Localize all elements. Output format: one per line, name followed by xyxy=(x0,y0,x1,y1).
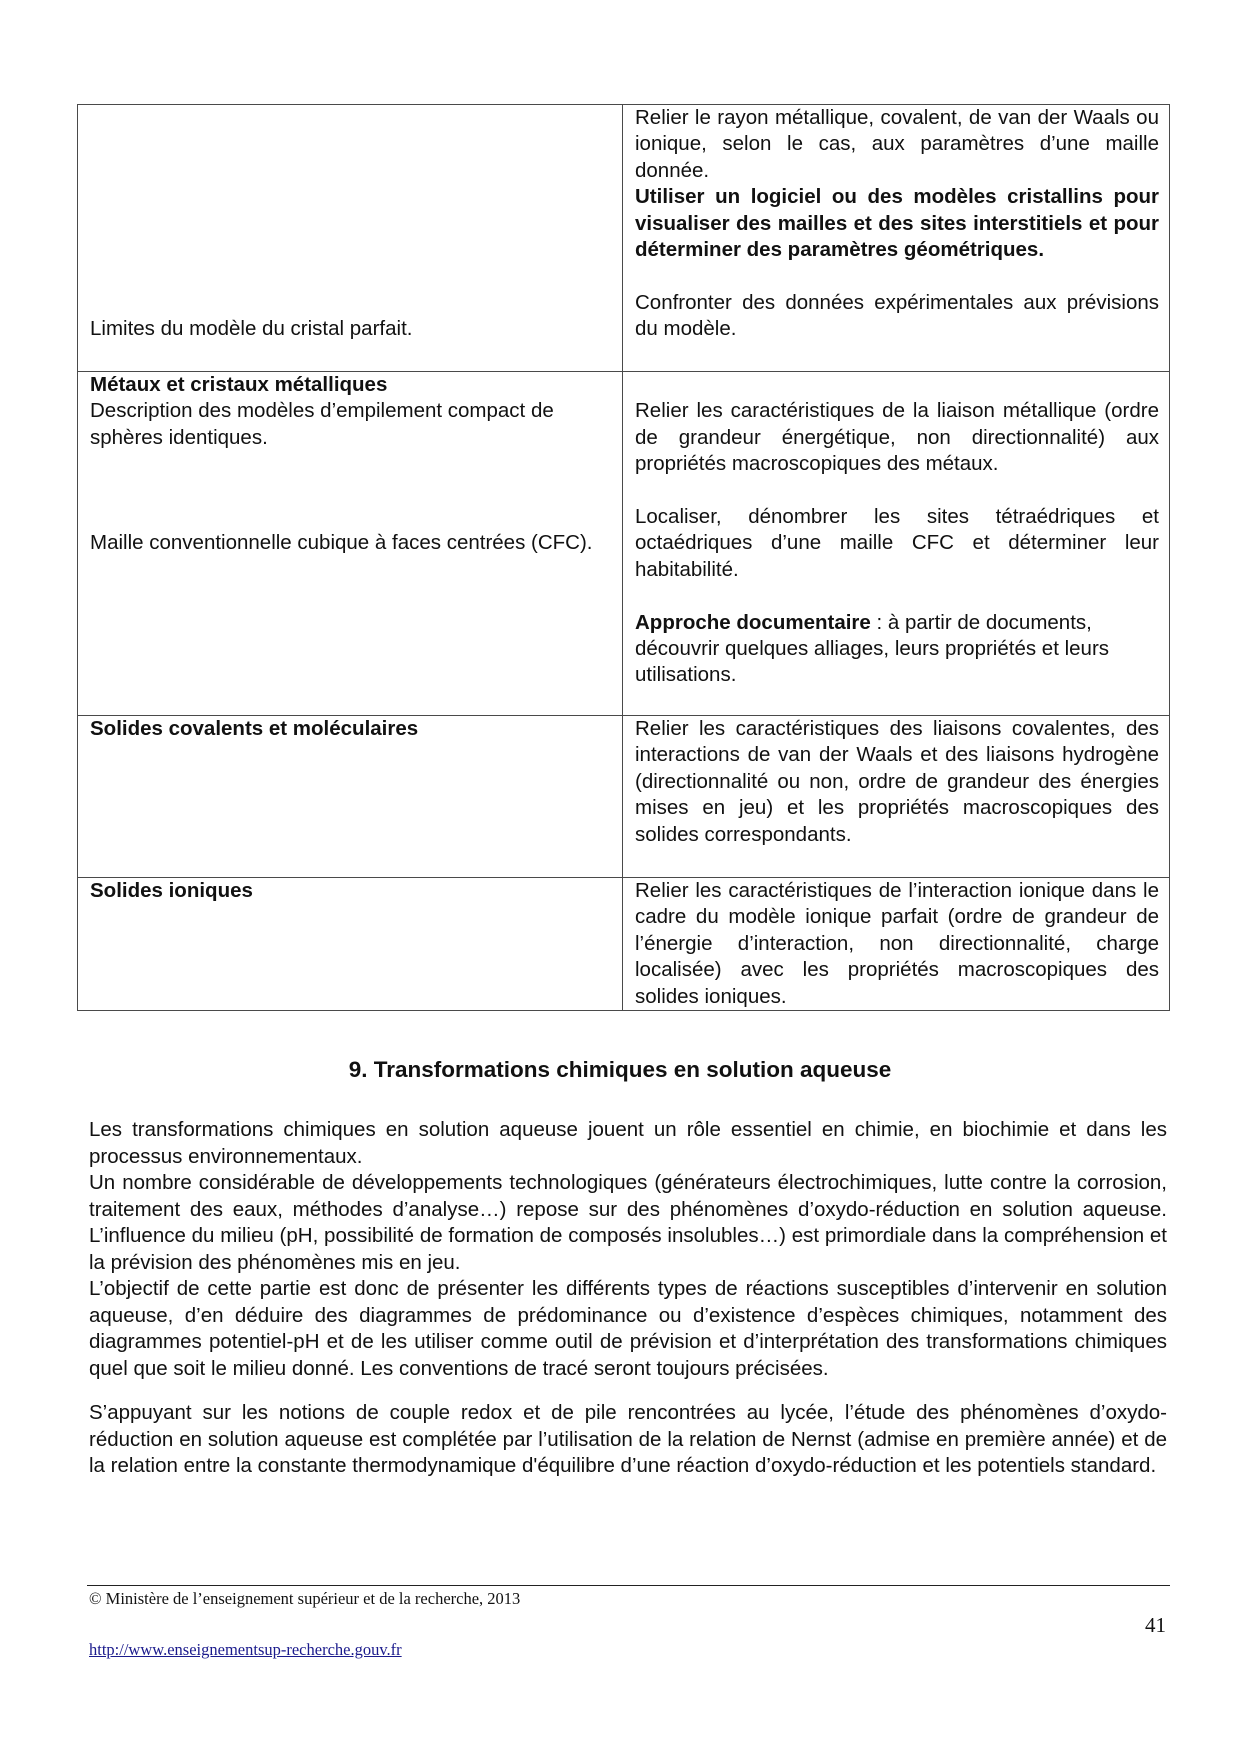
cell-text: Description des modèles d’empilement compact de sphères identiques. xyxy=(90,399,554,449)
table-cell-capacities xyxy=(623,716,1170,878)
footer-copyright: © Ministère de l’enseignement supérieur et de la recherche, 2013 xyxy=(89,1589,521,1608)
table-cell-notions xyxy=(78,372,623,716)
cell-text xyxy=(635,610,1159,689)
footer-divider xyxy=(87,1585,1170,1586)
paragraph: Les transformations chimiques en solution aqueuse jouent un rôle essentiel en chimie, en biochimie et dans les processus environnementaux. xyxy=(89,1118,1167,1168)
cell-text: Relier les caractéristiques de la liaison métallique (ordre de grandeur énergétique, non directionnalité) aux propriétés macroscopiques des métaux. xyxy=(635,399,1159,476)
section-body xyxy=(89,1117,1167,1480)
paragraph: L’objectif de cette partie est donc de présenter les différents types de réactions susceptibles d’intervenir en solution aqueuse, d’en déduire des diagrammes de prédominance ou d’existence d’espèces chimiques, notamment des diagrammes potentiel-pH et de les utiliser comme outil de prévision et d’interprétation des transformations chimiques quel que soit le milieu donné. Les conventions de tracé seront toujours précisées. xyxy=(89,1277,1167,1380)
cell-text: Relier les caractéristiques des liaisons covalentes, des interactions de van der Waals et des liaisons hydrogène (directionnalité ou non, ordre de grandeur des énergies mises en jeu) et les propriétés macroscopiques des solides correspondants. xyxy=(635,717,1159,846)
section-title: 9. Transformations chimiques en solution aqueuse xyxy=(348,1057,892,1082)
table-row xyxy=(78,716,1170,878)
cell-text: Limites du modèle du cristal parfait. xyxy=(90,317,413,340)
cell-text-bold: Approche documentaire xyxy=(635,610,871,634)
table-cell-capacities xyxy=(623,372,1170,716)
paragraph: S’appuyant sur les notions de couple redox et de pile rencontrées au lycée, l’étude des phénomènes d’oxydo-réduction en solution aqueuse est complétée par l’utilisation de la relation de Nernst (admise en première année) et de la relation entre la constante thermodynamique d'équilibre d’une réaction d’oxydo-réduction et les potentiels standard. xyxy=(89,1401,1167,1477)
program-table xyxy=(77,104,1170,1011)
cell-heading: Solides covalents et moléculaires xyxy=(90,717,419,740)
cell-text: Relier le rayon métallique, covalent, de van der Waals ou ionique, selon le cas, aux paramètres d’une maille donnée. xyxy=(635,106,1159,182)
page-number: 41 xyxy=(1145,1613,1166,1637)
footer-link[interactable]: http://www.enseignementsup-recherche.gouv.fr xyxy=(89,1640,402,1659)
cell-text-bold: Utiliser un logiciel ou des modèles cristallins pour visualiser des mailles et des sites interstitiels et pour déterminer des paramètres géométriques. xyxy=(635,185,1159,262)
cell-text: Maille conventionnelle cubique à faces centrées (CFC). xyxy=(90,531,593,555)
table-cell-notions xyxy=(78,878,623,1011)
cell-text: : à partir de documents, découvrir quelques alliages, leurs propriétés et leurs utilisations. xyxy=(635,610,1110,687)
cell-text: Localiser, dénombrer les sites tétraédriques et octaédriques d’une maille CFC et déterminer leur habitabilité. xyxy=(635,505,1159,581)
paragraph: Un nombre considérable de développements technologiques (générateurs électrochimiques, lutte contre la corrosion, traitement des eaux, méthodes d’analyse…) repose sur des phénomènes d’oxydo-réduction en solution aqueuse. L’influence du milieu (pH, possibilité de formation de composés insolubles…) est primordiale dans la compréhension et la prévision des phénomènes mis en jeu. xyxy=(89,1171,1167,1274)
table-cell-notions xyxy=(78,716,623,878)
cell-text: Relier les caractéristiques de l’interaction ionique dans le cadre du modèle ionique parfait (ordre de grandeur de l’énergie d’interaction, non directionnalité, charge localisée) avec les propriétés macroscopiques des solides ioniques. xyxy=(635,879,1159,1008)
cell-text: Confronter des données expérimentales aux prévisions du modèle. xyxy=(635,290,1159,341)
table-row xyxy=(78,372,1170,716)
table-cell-capacities xyxy=(623,878,1170,1011)
table-cell-notions xyxy=(78,105,623,372)
table-cell-capacities xyxy=(623,105,1170,372)
table-row xyxy=(78,105,1170,372)
cell-heading: Solides ioniques xyxy=(90,879,253,902)
cell-heading: Métaux et cristaux métalliques xyxy=(90,373,388,396)
table-row xyxy=(78,878,1170,1011)
